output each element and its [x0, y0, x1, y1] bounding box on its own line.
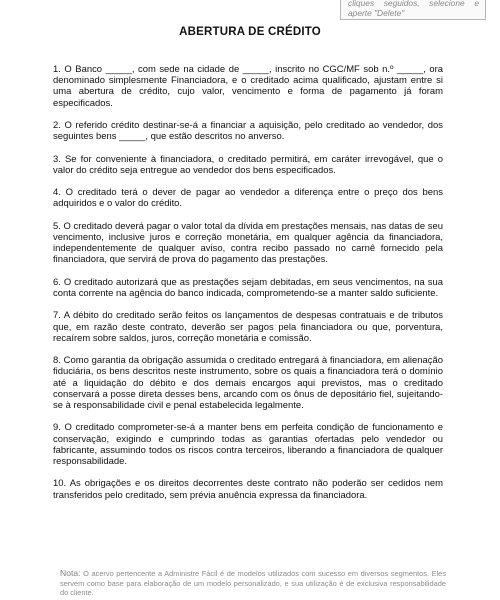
clause-1: 1. O Banco _____, com sede na cidade de _____, inscrito no CGC/MF sob n.º _____, ora denominado simplesmente Financiadora, e o creditado acima qualificado, ajustam entre si uma abertura de crédito, cujo valor, vencimento e forma de pagamento já foram especificados. [53, 64, 443, 109]
clause-7: 7. A débito do creditado serão feitos os lançamentos de despesas contratuais e de tributos que, em razão deste contrato, deverão ser pagos pela financiadora ou que, porventura, recaírem sobre saldos, juros, correção monetária e comissão. [53, 310, 443, 344]
clause-3: 3. Se for conveniente à financiadora, o creditado permitirá, em caráter irrevogável, que o valor do crédito seja entregue ao vendedor dos bens especificados. [53, 153, 443, 176]
footer-note [60, 569, 446, 598]
clause-2: 2. O referido crédito destinar-se-á a financiar a aquisição, pelo creditado ao vendedor, dos seguintes bens _____, que estão descritos no anverso. [53, 120, 443, 143]
clause-6: 6. O creditado autorizará que as prestações sejam debitadas, em seus vencimentos, na sua conta corrente na agência do banco indicada, comprometendo-se a manter saldo suficiente. [53, 276, 443, 299]
footer-note-label: Nota: [60, 568, 81, 578]
clause-4: 4. O creditado terá o dever de pagar ao vendedor a diferença entre o preço dos bens adquiridos e o valor do crédito. [53, 187, 443, 210]
document-body [53, 64, 443, 512]
clause-10: 10. As obrigações e os direitos decorrentes deste contrato não poderão ser cedidos nem transferidos pelo creditado, sem prévia anuência expressa da financiadora. [53, 478, 443, 501]
instruction-hint [340, 0, 486, 20]
clause-5: 5. O creditado deverá pagar o valor total da dívida em prestações mensais, nas datas de seu vencimento, inclusive juros e correção monetária, em qualquer agência da financiadora, independentemente de qualquer aviso, contra recibo passado no carnê fornecido pela financiadora, que servirá de prova do pagamento das prestações. [53, 220, 443, 266]
clause-9: 9. O creditado comprometer-se-á a manter bens em perfeita condição de funcionamento e conservação, exigindo e cumprindo todas as garantias ofertadas pelo vendedor ou fabricante, assumindo todos os riscos contra terceiros, liberando a financiadora de qualquer responsabilidade. [53, 422, 443, 467]
instruction-hint-text: cliques seguidos, selecione e aperte "Delete" [348, 0, 479, 18]
clause-8: 8. Como garantia da obrigação assumida o creditado entregará à financiadora, em alienação fiduciária, os bens descritos neste instrumento, sobre os quais a financiadora terá o domínio até a liquidação do débito e dos demais encargos aqui previstos, mas o creditado conservará a posse direta desses bens, arcando com os ônus de depositário fiel, sujeitando-se à responsabilidade civil e penal estabelecida legalmente. [53, 355, 443, 411]
document-title: ABERTURA DE CRÉDITO [179, 26, 321, 38]
footer-note-text: O acervo pertencente a Administre Fácil é de modelos utilizados com sucesso em diversos segmentos. Eles servem como base para elaboração de um modelo personalizado, e sua utilização é de exclusiva responsabilidade do cliente. [60, 569, 446, 598]
